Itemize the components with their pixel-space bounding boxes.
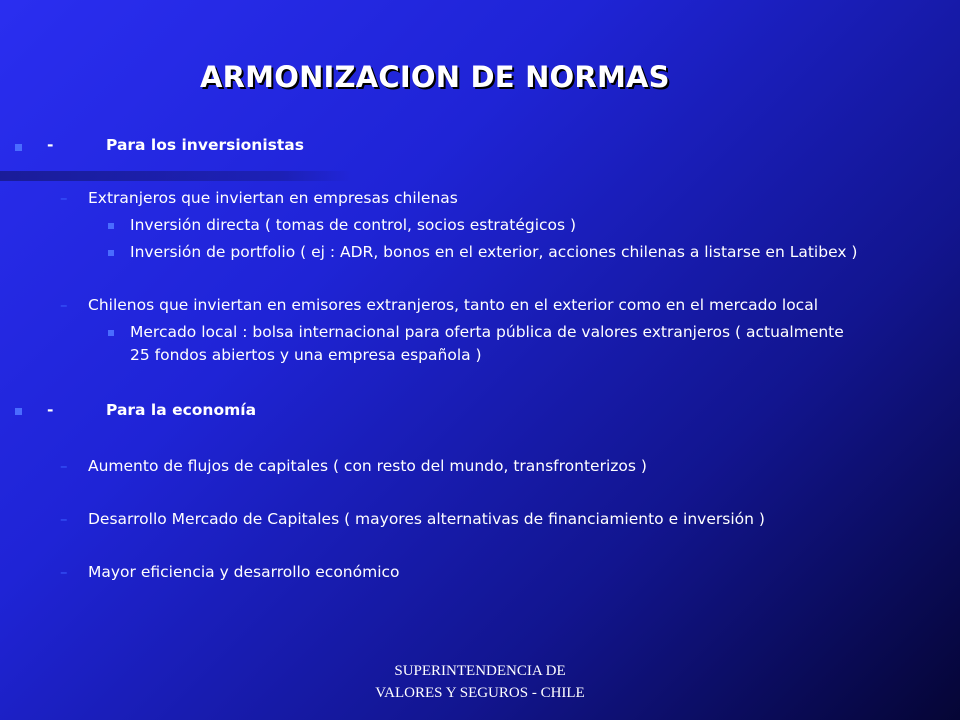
bullet-square-icon <box>108 330 114 336</box>
item-text: Extranjeros que inviertan en empresas chilenas <box>88 189 458 207</box>
bullet-square-icon <box>15 408 22 415</box>
dash-icon: – <box>60 457 68 475</box>
footer-line-1: SUPERINTENDENCIA DE <box>394 663 566 679</box>
dash-icon: – <box>60 563 68 581</box>
section-1-heading: Para los inversionistas <box>106 136 304 154</box>
section-1-marker: - <box>47 136 54 154</box>
subitem-text: Inversión directa ( tomas de control, socios estratégicos ) <box>130 216 577 234</box>
subitem-text: Mercado local : bolsa internacional para oferta pública de valores extranjeros ( actualmente <box>130 323 844 341</box>
item-text: Mayor eficiencia y desarrollo económico <box>88 563 400 581</box>
bullet-square-icon <box>15 144 22 151</box>
item-text: Aumento de flujos de capitales ( con resto del mundo, transfronterizos ) <box>88 457 647 475</box>
dash-icon: – <box>60 189 68 207</box>
divider <box>0 171 352 181</box>
subitem-text: 25 fondos abiertos y una empresa española ) <box>130 346 482 364</box>
bullet-square-icon <box>108 250 114 256</box>
bullet-square-icon <box>108 223 114 229</box>
dash-icon: – <box>60 510 68 528</box>
footer-line-2: VALORES Y SEGUROS - CHILE <box>375 685 585 701</box>
subitem-text: Inversión de portfolio ( ej : ADR, bonos en el exterior, acciones chilenas a listarse en Latibex ) <box>130 243 858 261</box>
section-2-heading: Para la economía <box>106 401 257 419</box>
item-text: Chilenos que inviertan en emisores extranjeros, tanto en el exterior como en el mercado local <box>88 296 819 314</box>
item-text: Desarrollo Mercado de Capitales ( mayores alternativas de financiamiento e inversión ) <box>88 510 765 528</box>
slide-title: ARMONIZACION DE NORMAS <box>200 60 670 94</box>
section-2-marker: - <box>47 401 54 419</box>
dash-icon: – <box>60 296 68 314</box>
